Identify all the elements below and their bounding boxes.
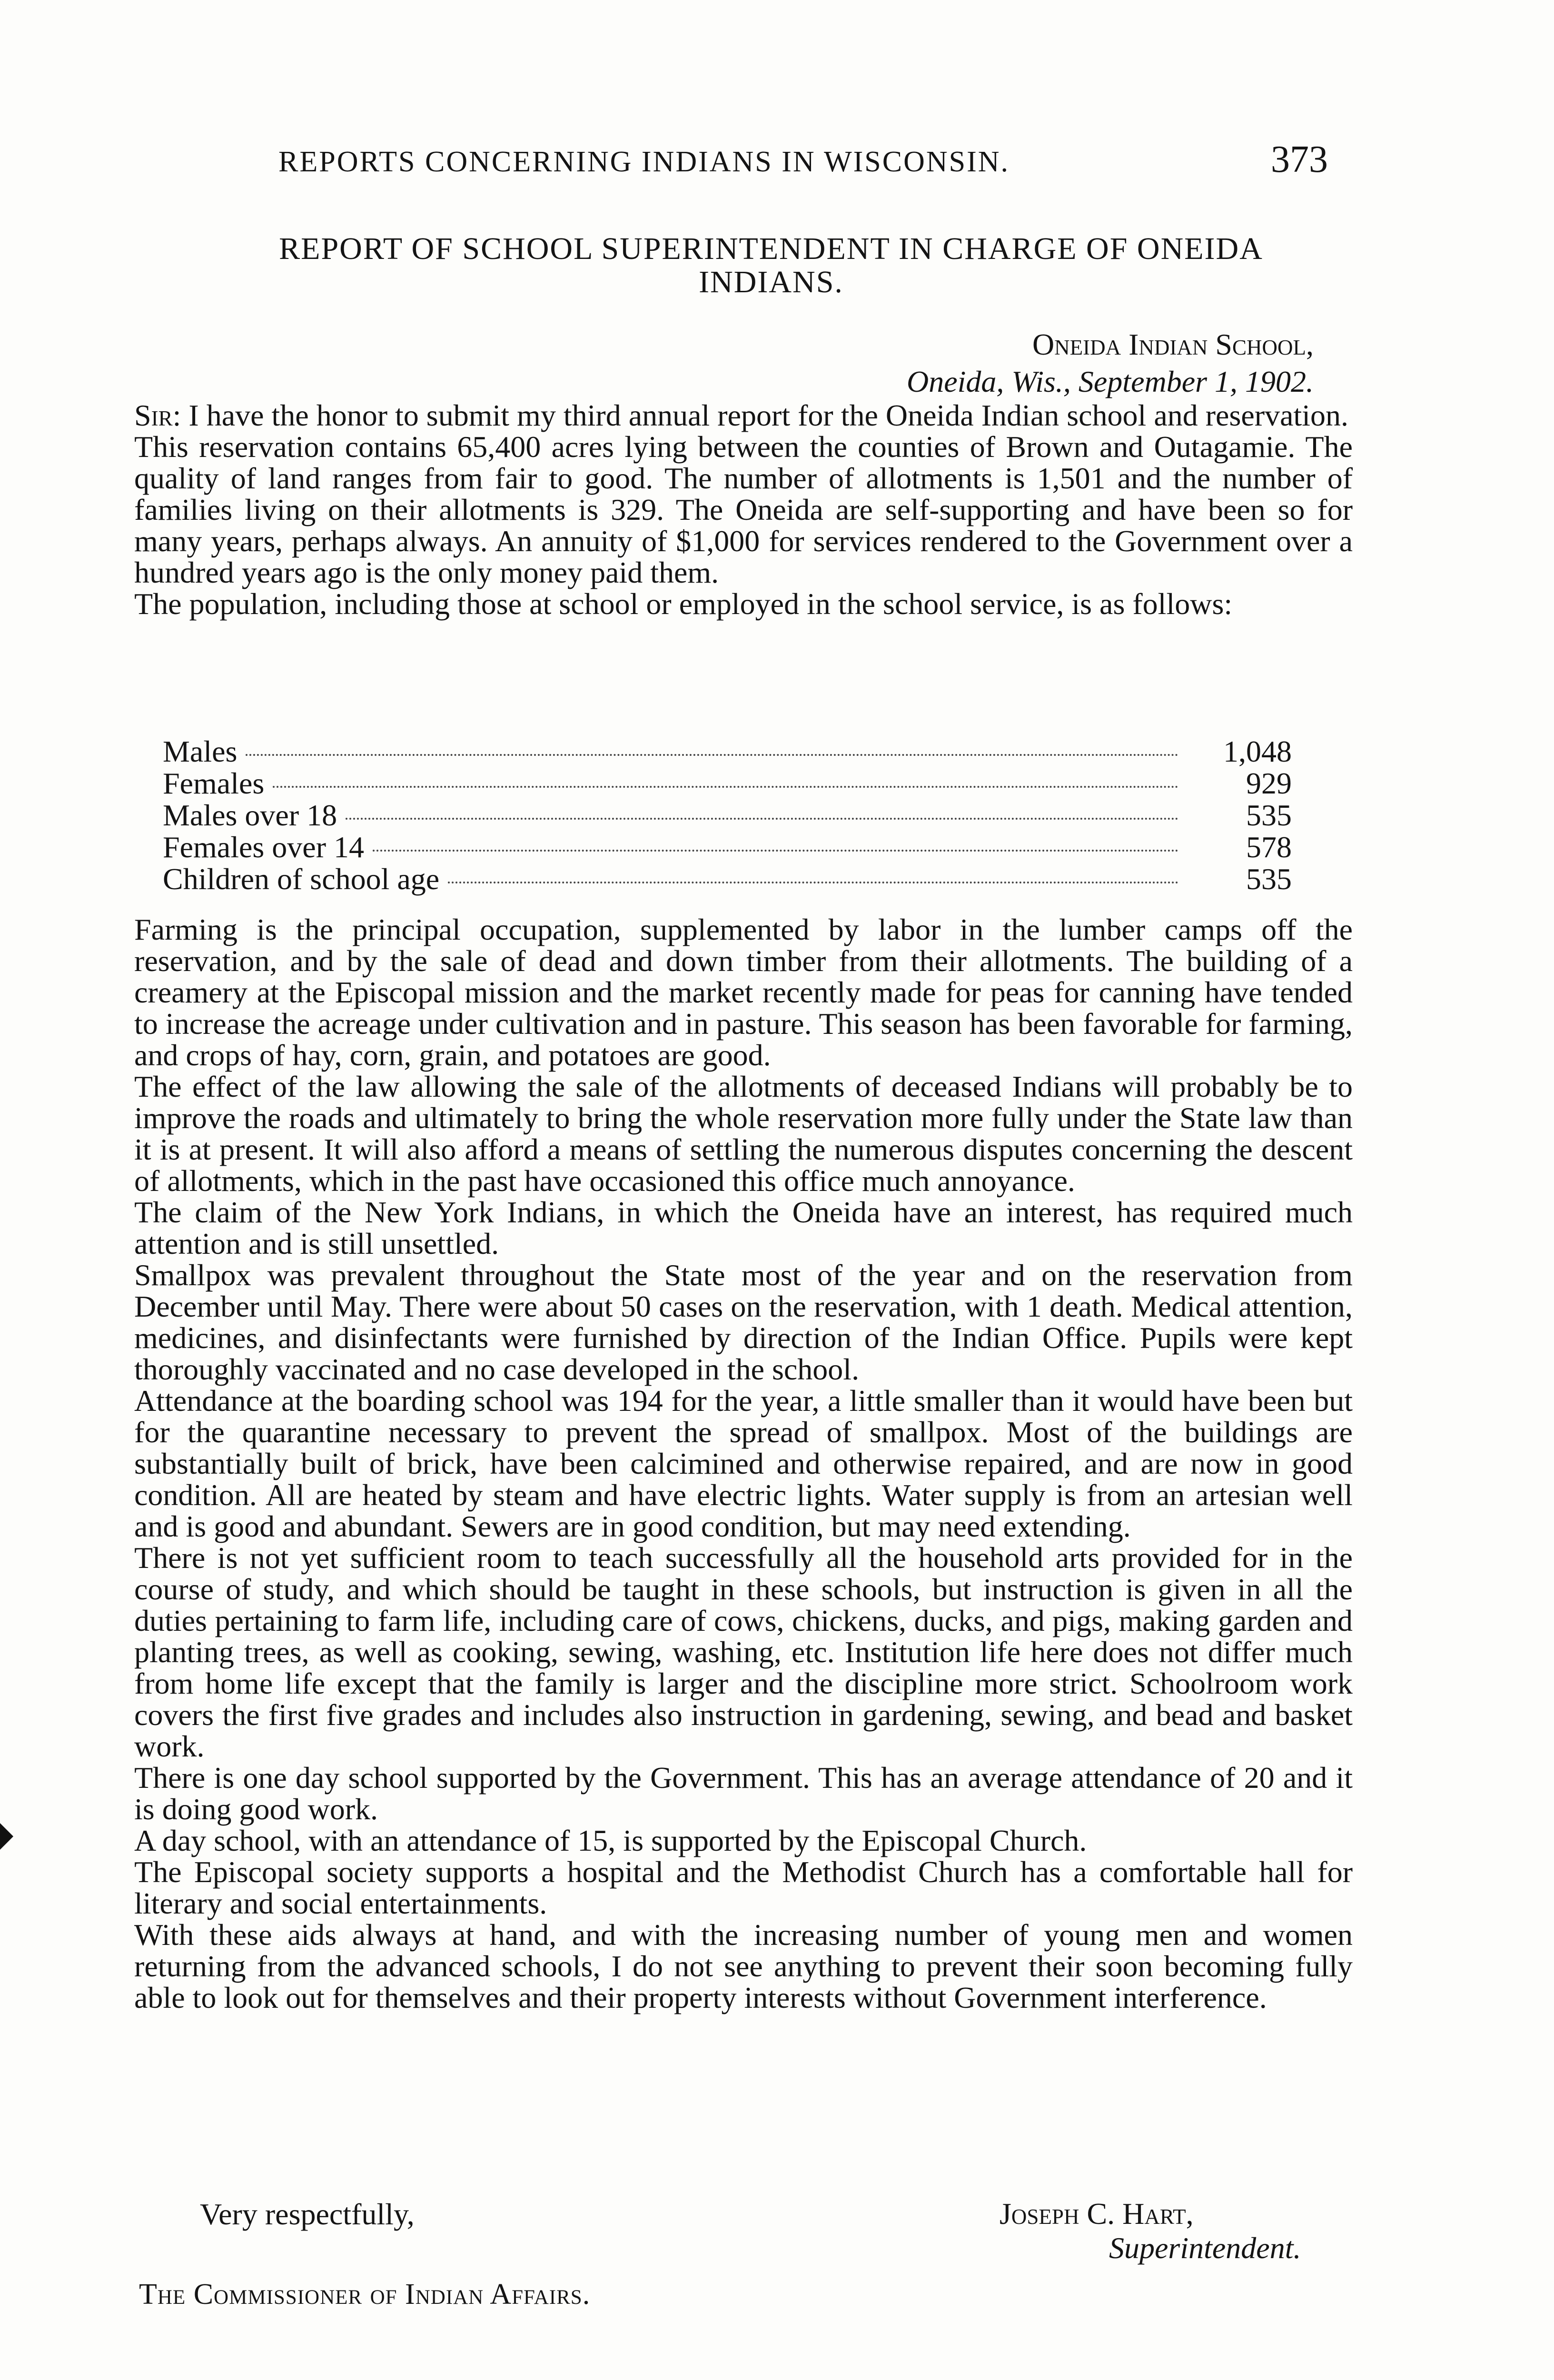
row-label: Males (163, 734, 238, 768)
paragraph: A day school, with an attendance of 15, is supported by the Episcopal Church. (134, 1824, 1087, 1857)
signature-name: Joseph C. Hart, (1000, 2197, 1194, 2231)
dateline-school: Oneida Indian School, (1032, 327, 1314, 361)
row-value: 535 (1246, 862, 1292, 896)
paragraph: With these aids always at hand, and with the increasing number of young men and women returning from the advanced schools, I do not see anything to prevent their soon becoming fully able to look out for themselves and their property interests without Government interference. (134, 1918, 1353, 2014)
addressee: The Commissioner of Indian Affairs. (139, 2278, 591, 2311)
running-head: REPORTS CONCERNING INDIANS IN WISCONSIN. (278, 146, 1010, 178)
salutation-text: I have the honor to submit my third annual report for the Oneida Indian school and reservation. (181, 398, 1349, 432)
paragraph: The effect of the law allowing the sale of the allotments of deceased Indians will probably be to improve the roads and ultimately to bring the whole reservation more fully under the State law than it is at present. It will also afford a means of settling the numerous disputes concerning the descent of allotments, which in the past have occasioned this office much annoyance. (134, 1070, 1353, 1198)
dateline-place-date: Oneida, Wis., September 1, 1902. (907, 365, 1314, 398)
dateline (907, 326, 1314, 400)
page-number: 373 (1271, 139, 1328, 180)
dot-leader (346, 818, 1178, 820)
paragraph: This reservation contains 65,400 acres lying between the counties of Brown and Outagamie. The quality of land ranges from fair to good. The number of allotments is 1,501 and the number of families living on their allotments is 329. The Oneida are self-supporting and have been so for many years, perhaps always. An annuity of $1,000 for services rendered to the Government over a hundred years ago is the only money paid them. (134, 430, 1353, 589)
row-label: Children of school age (163, 862, 440, 896)
dot-leader (373, 850, 1178, 852)
population-table (163, 735, 1292, 895)
row-value: 1,048 (1223, 734, 1292, 768)
paragraph: There is not yet sufficient room to teach successfully all the household arts provided for in the course of study, and which should be taught in these schools, but instruction is given in all the duties pertaining to farm life, including care of cows, chickens, ducks, and pigs, making garden and planting trees, as well as cooking, sewing, washing, etc. Institution life here does not differ much from home life except that the family is larger and the discipline more strict. Schoolroom work covers the first five grades and includes also instruction in gardening, sewing, and bead and basket work. (134, 1541, 1353, 1763)
opening-section (134, 400, 1353, 620)
paragraph: Farming is the principal occupation, supplemented by labor in the lumber camps off the reservation, and by the sale of dead and down timber from their allotments. The building of a creamery at the Episcopal mission and the market recently made for peas for canning have tended to increase the acreage under cultivation and in pasture. This season has been favorable for farming, and crops of hay, corn, grain, and potatoes are good. (134, 912, 1353, 1072)
salutation-lead: Sir: (134, 398, 181, 432)
margin-arrow-icon (0, 1823, 13, 1850)
paragraph: The Episcopal society supports a hospital and the Methodist Church has a comfortable hall for literary and social entertainments. (134, 1855, 1353, 1920)
report-title-line-2: INDIANS. (699, 265, 843, 299)
table-row (163, 799, 1292, 831)
salutation-paragraph (134, 400, 1353, 431)
row-label: Males over 18 (163, 798, 337, 832)
closing: Very respectfully, (200, 2197, 415, 2231)
signature (1000, 2197, 1301, 2265)
report-title (114, 232, 1428, 299)
dot-leader (273, 786, 1178, 788)
signature-title: Superintendent. (1109, 2231, 1301, 2265)
paragraph: Attendance at the boarding school was 194 for the year, a little smaller than it would have been but for the quarantine necessary to prevent the spread of smallpox. Most of the buildings are substantially built of brick, have been calcimined and otherwise repaired, and are now in good condition. All are heated by steam and have electric lights. Water supply is from an artesian well and is good and abundant. Sewers are in good condition, but may need extending. (134, 1384, 1353, 1543)
body-section (134, 914, 1353, 2013)
row-label: Females (163, 766, 265, 800)
table-row (163, 735, 1292, 767)
table-row (163, 863, 1292, 895)
paragraph: The population, including those at school or employed in the school service, is as follows: (134, 587, 1233, 621)
dot-leader (448, 882, 1178, 883)
table-row (163, 767, 1292, 799)
row-value: 535 (1246, 798, 1292, 832)
row-value: 578 (1246, 830, 1292, 864)
row-label: Females over 14 (163, 830, 364, 864)
table-row (163, 831, 1292, 863)
report-title-line-1: REPORT OF SCHOOL SUPERINTENDENT IN CHARGE OF ONEIDA (279, 231, 1263, 266)
paragraph: Smallpox was prevalent throughout the State most of the year and on the reservation from December until May. There were about 50 cases on the reservation, with 1 death. Medical attention, medicines, and disinfectants were furnished by direction of the Indian Office. Pupils were kept thoroughly vaccinated and no case developed in the school. (134, 1258, 1353, 1386)
dot-leader (246, 754, 1178, 756)
row-value: 929 (1246, 766, 1292, 800)
paragraph: The claim of the New York Indians, in which the Oneida have an interest, has required much attention and is still unsettled. (134, 1195, 1353, 1260)
paragraph: There is one day school supported by the Government. This has an average attendance of 20 and it is doing good work. (134, 1761, 1353, 1826)
